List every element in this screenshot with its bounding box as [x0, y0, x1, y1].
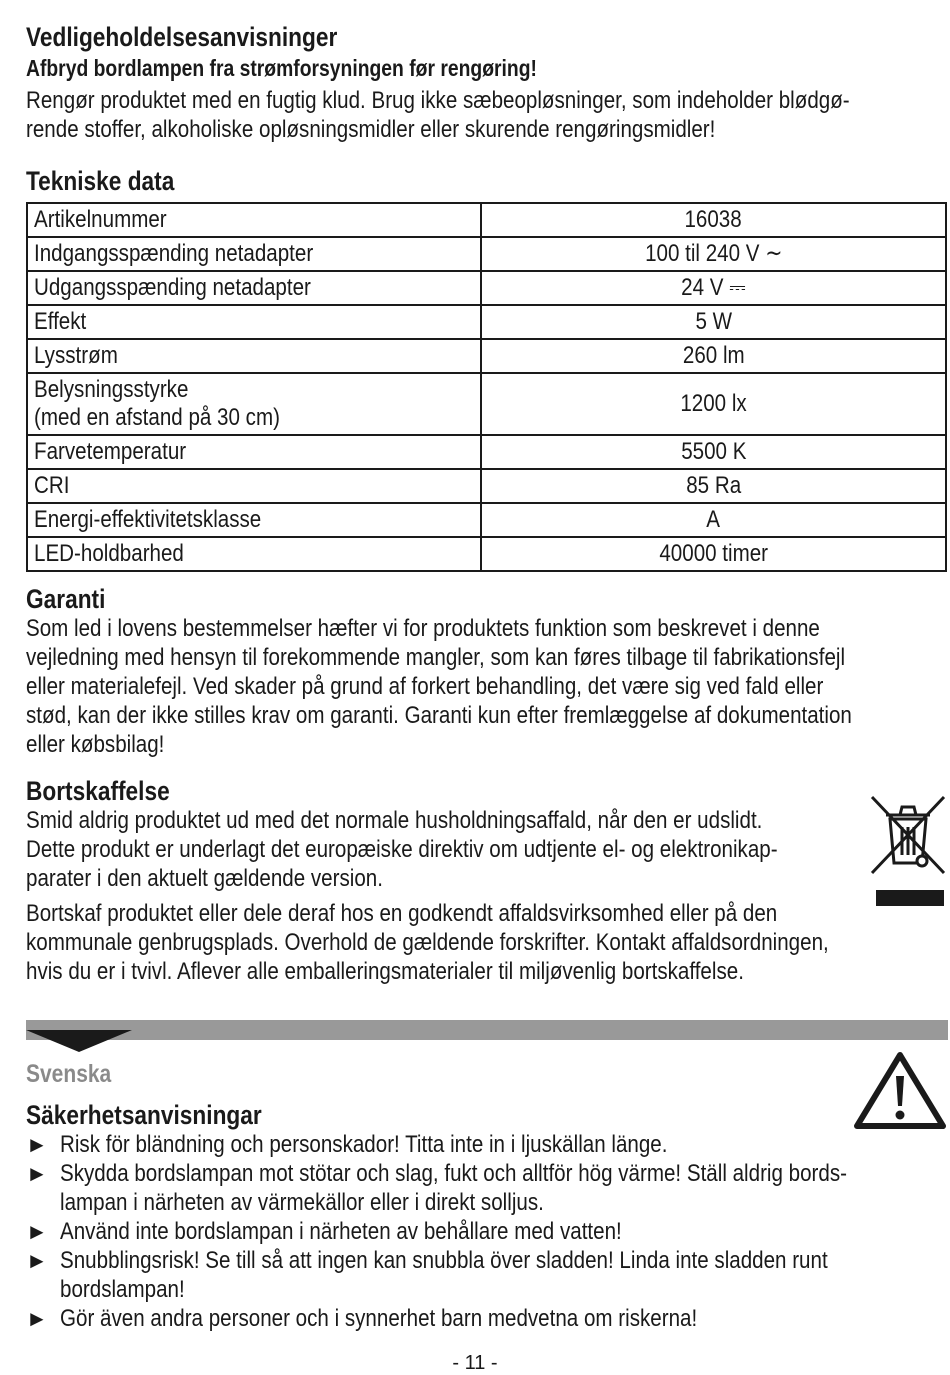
table-row	[28, 340, 945, 374]
table-cell-value: 16038	[684, 206, 743, 233]
disposal-title: Bortskaffelse	[26, 776, 170, 806]
table-cell-value: 5500 K	[680, 438, 747, 465]
disposal-line: Bortskaf produktet eller dele deraf hos en godkendt affaldsvirksomhed eller på den	[26, 900, 778, 927]
table-cell-value: 24 V ⎓	[681, 274, 746, 301]
care-line: rende stoffer, alkoholiske opløsningsmidler eller skurende rengøringsmidler!	[26, 116, 716, 143]
disposal-line: hvis du er i tvivl. Aflever alle emballeringsmaterialer til miljøvenlig bortskaffelse.	[26, 958, 744, 985]
disposal-section	[26, 776, 950, 986]
list-item: ► Använd inte bordslampan i närheten av behållare med vatten!	[26, 1218, 622, 1245]
warranty-line: Som led i lovens bestemmelser hæfter vi for produktets funktion som beskrevet i denne	[26, 615, 820, 642]
table-row	[28, 306, 945, 340]
table-cell-label: Energi-effektivitetsklasse	[28, 504, 482, 536]
table-cell-label: Indgangsspænding netadapter	[28, 238, 482, 270]
weee-crossed-bin-icon	[868, 793, 948, 909]
table-cell-value: 100 til 240 V ∼	[644, 240, 783, 267]
safety-title: Säkerhetsanvisningar	[26, 1100, 262, 1130]
bullet-arrow-icon: ►	[26, 1161, 48, 1186]
tech-table	[26, 202, 947, 572]
warranty-line: eller materialefejl. Ved skader på grund af forkert behandling, det være sig ved fald eller	[26, 673, 824, 700]
warranty-title: Garanti	[26, 584, 106, 614]
disposal-line: Smid aldrig produktet ud med det normale husholdningsaffald, når den er udslidt.	[26, 807, 763, 834]
table-cell-value: 85 Ra	[686, 472, 741, 499]
care-title: Vedligeholdelsesanvisninger	[26, 22, 338, 52]
disposal-line: kommunale genbrugsplads. Overhold de gældende forskrifter. Kontakt affaldsordningen,	[26, 929, 829, 956]
table-cell-label: Udgangsspænding netadapter	[28, 272, 482, 304]
page-number: - 11 -	[452, 1352, 498, 1374]
care-text	[26, 86, 950, 144]
warning-triangle-icon	[852, 1050, 948, 1130]
table-row	[28, 374, 945, 436]
language-label: Svenska	[26, 1060, 112, 1088]
tech-title: Tekniske data	[26, 166, 175, 196]
section-arrow-icon	[26, 1030, 132, 1054]
bullet-arrow-icon: ►	[26, 1306, 48, 1331]
table-cell-value: 1200 lx	[680, 390, 747, 417]
table-cell-value: 40000 timer	[659, 540, 768, 567]
table-cell-label: Artikelnummer	[28, 204, 482, 236]
table-row	[28, 204, 945, 238]
warranty-line: stød, kan der ikke stilles krav om garanti. Garanti kun efter fremlæggelse af dokumentation	[26, 702, 852, 729]
table-cell-value: 260 lm	[682, 342, 745, 369]
disposal-line: parater i den aktuelt gældende version.	[26, 865, 383, 892]
bullet-arrow-icon: ►	[26, 1248, 48, 1273]
table-cell-label: Lysstrøm	[28, 340, 482, 372]
bullet-arrow-icon: ►	[26, 1132, 48, 1157]
table-row	[28, 538, 945, 570]
warranty-line: vejledning med hensyn til forekommende mangler, som kan føres tilbage til fabrikationsfejl	[26, 644, 846, 671]
list-item: ► Gör även andra personer och i synnerhet barn medvetna om riskerna!	[26, 1305, 698, 1332]
list-item: ► Skydda bordslampan mot stötar och slag, fukt och alltför hög värme! Ställ aldrig bords- lampan i närheten av värmekällor eller i direkt solljus.	[26, 1160, 848, 1216]
table-cell-value: A	[706, 506, 721, 533]
table-cell-label: LED-holdbarhed	[28, 538, 482, 570]
warranty-section	[26, 584, 950, 759]
table-cell-value: 5 W	[695, 308, 732, 335]
section-divider-bar	[26, 1020, 948, 1040]
care-line: Rengør produktet med en fugtig klud. Brug ikke sæbeopløsninger, som indeholder blødgø-	[26, 87, 850, 114]
list-item: ► Risk för bländning och personskador! Titta inte in i ljuskällan länge.	[26, 1131, 668, 1158]
table-row	[28, 238, 945, 272]
care-section	[26, 22, 950, 144]
table-cell-label: Effekt	[28, 306, 482, 338]
list-item: ► Snubblingsrisk! Se till så att ingen kan snubbla över sladden! Linda inte sladden runt bordslampan!	[26, 1247, 828, 1303]
bullet-arrow-icon: ►	[26, 1219, 48, 1244]
table-cell-label: CRI	[28, 470, 482, 502]
table-cell-label: Farvetemperatur	[28, 436, 482, 468]
warranty-line: eller købsbilag!	[26, 731, 165, 758]
table-row	[28, 470, 945, 504]
safety-list	[26, 1130, 950, 1333]
table-row	[28, 436, 945, 470]
table-cell-label: Belysningsstyrke (med en afstand på 30 cm)	[28, 374, 482, 434]
care-subtitle: Afbryd bordlampen fra strømforsyningen før rengøring!	[26, 55, 537, 81]
disposal-line: Dette produkt er underlagt det europæiske direktiv om udtjente el- og elektronikap-	[26, 836, 778, 863]
table-row	[28, 504, 945, 538]
table-row	[28, 272, 945, 306]
